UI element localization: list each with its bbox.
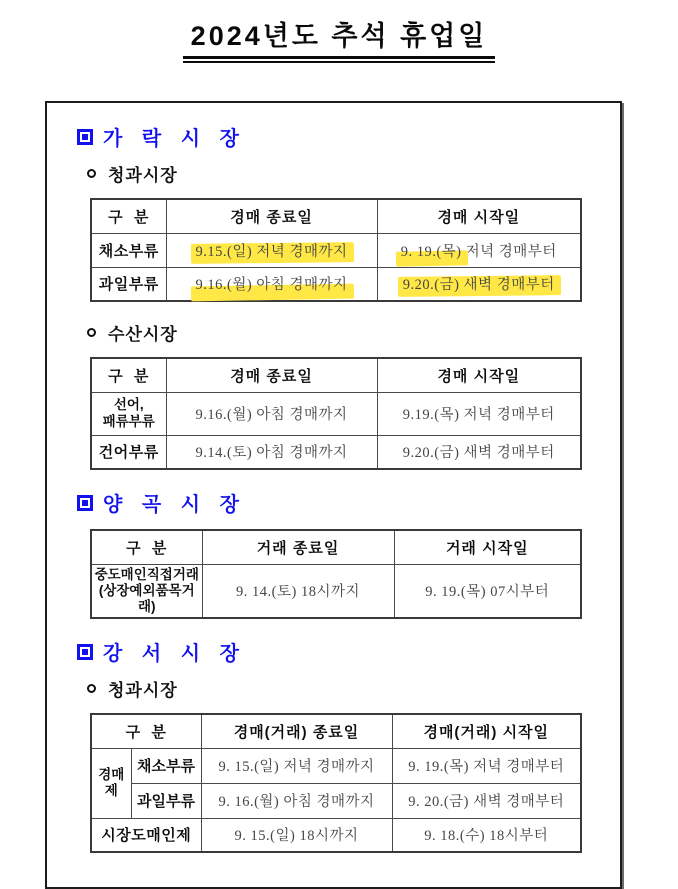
table-header-row: [91, 199, 581, 233]
sub-header-garak-cheonggwa: [87, 161, 620, 186]
row-group-label: [91, 748, 131, 818]
gangseo-cheonggwa-table: [90, 713, 582, 853]
row-label: [91, 392, 166, 435]
garak-cheonggwa-table: [90, 198, 582, 302]
yanggok-table: [90, 529, 582, 619]
table-row: [91, 783, 581, 818]
section-title-garak: 가 락 시 장: [103, 128, 246, 150]
section-header-gangseo: [77, 637, 620, 666]
title-underline: [183, 14, 496, 63]
col-header-end: 경매 종료일: [166, 358, 377, 392]
group-label-line2: 제: [104, 783, 118, 799]
row-label: [91, 564, 202, 618]
col-header-start: 경매 시작일: [377, 199, 581, 233]
section-header-garak: [77, 122, 620, 151]
table-header-row: [91, 530, 581, 564]
table-row: [91, 435, 581, 469]
section-title-yanggok: 양 곡 시 장: [103, 494, 246, 516]
label-line2: (상장예외품목거래): [98, 582, 195, 614]
square-bullet-icon: [77, 644, 93, 660]
end-date-cell: 9. 15.(일) 18시까지: [201, 818, 392, 852]
circle-bullet-icon: [87, 684, 96, 693]
start-date-cell: 9. 18.(수) 18시부터: [392, 818, 581, 852]
row-label: 채소부류: [131, 748, 201, 783]
end-date-cell: 9. 16.(월) 아침 경매까지: [201, 783, 392, 818]
start-date-cell: [377, 267, 581, 301]
label-line1: 중도매인직접거래: [94, 566, 199, 582]
circle-bullet-icon: [87, 328, 96, 337]
sub-title-garak-cheonggwa: 청과시장: [108, 166, 178, 185]
table-row: [91, 748, 581, 783]
sub-header-gangseo-cheonggwa: [87, 676, 620, 701]
start-date-cell: 9.20.(금) 새벽 경매부터: [377, 435, 581, 469]
row-label: 건어부류: [91, 435, 166, 469]
row-label: 시장도매인제: [91, 818, 201, 852]
table-row: [91, 564, 581, 618]
end-date-cell: 9.14.(토) 아침 경매까지: [166, 435, 377, 469]
highlighted-text: 9.16.(월) 아침 경매까지: [195, 277, 348, 294]
page-title: 2024년도 추석 휴업일: [183, 14, 496, 59]
start-date-cell: 9. 19.(목) 저녁 경매부터: [392, 748, 581, 783]
table-row: [91, 818, 581, 852]
sub-title-garak-susan: 수산시장: [108, 325, 178, 344]
sub-header-garak-susan: [87, 320, 620, 345]
square-bullet-icon: [77, 129, 93, 145]
label-line1: 선어,: [113, 397, 144, 413]
start-date-cell: 9.19.(목) 저녁 경매부터: [377, 392, 581, 435]
table-row: [91, 392, 581, 435]
col-header-start: 경매 시작일: [377, 358, 581, 392]
col-header-end: 경매 종료일: [166, 199, 377, 233]
end-date-cell: 9.16.(월) 아침 경매까지: [166, 392, 377, 435]
square-bullet-icon: [77, 495, 93, 511]
col-header-start: 거래 시작일: [394, 530, 581, 564]
col-header-gubun: 구 분: [91, 530, 202, 564]
row-label: 과일부류: [131, 783, 201, 818]
section-header-yanggok: [77, 488, 620, 517]
end-date-cell: 9. 15.(일) 저녁 경매까지: [201, 748, 392, 783]
start-date-cell: 9. 20.(금) 새벽 경매부터: [392, 783, 581, 818]
sub-title-gangseo-cheonggwa: 청과시장: [108, 681, 178, 701]
group-label-line1: 경매: [98, 766, 125, 782]
highlighted-text: 9. 19.(목): [400, 243, 462, 260]
col-header-end: 경매(거래) 종료일: [201, 714, 392, 748]
col-header-gubun: 구 분: [91, 358, 166, 392]
row-label: 채소부류: [91, 233, 166, 267]
label-line2: 패류부류: [102, 413, 155, 429]
section-title-gangseo: 강 서 시 장: [103, 643, 246, 666]
garak-susan-table: [90, 357, 582, 470]
start-date-cell: [377, 233, 581, 267]
col-header-end: 거래 종료일: [202, 530, 394, 564]
end-date-cell: [166, 267, 377, 301]
col-header-start: 경매(거래) 시작일: [392, 714, 581, 748]
date-text: 저녁 경매부터: [461, 243, 557, 260]
row-label: 과일부류: [91, 267, 166, 301]
highlighted-text: 9.15.(일) 저녁 경매까지: [195, 243, 348, 260]
table-row: [91, 267, 581, 301]
highlighted-text: 9.20.(금) 새벽 경매부터: [402, 277, 555, 294]
col-header-gubun: 구 분: [91, 714, 201, 748]
table-header-row: [91, 358, 581, 392]
title-area: [0, 14, 678, 63]
end-date-cell: [166, 233, 377, 267]
table-header-row: [91, 714, 581, 748]
start-date-cell: 9. 19.(목) 07시부터: [394, 564, 581, 618]
circle-bullet-icon: [87, 169, 96, 178]
end-date-cell: 9. 14.(토) 18시까지: [202, 564, 394, 618]
col-header-gubun: 구 분: [91, 199, 166, 233]
content-box: [45, 101, 622, 889]
table-row: [91, 233, 581, 267]
